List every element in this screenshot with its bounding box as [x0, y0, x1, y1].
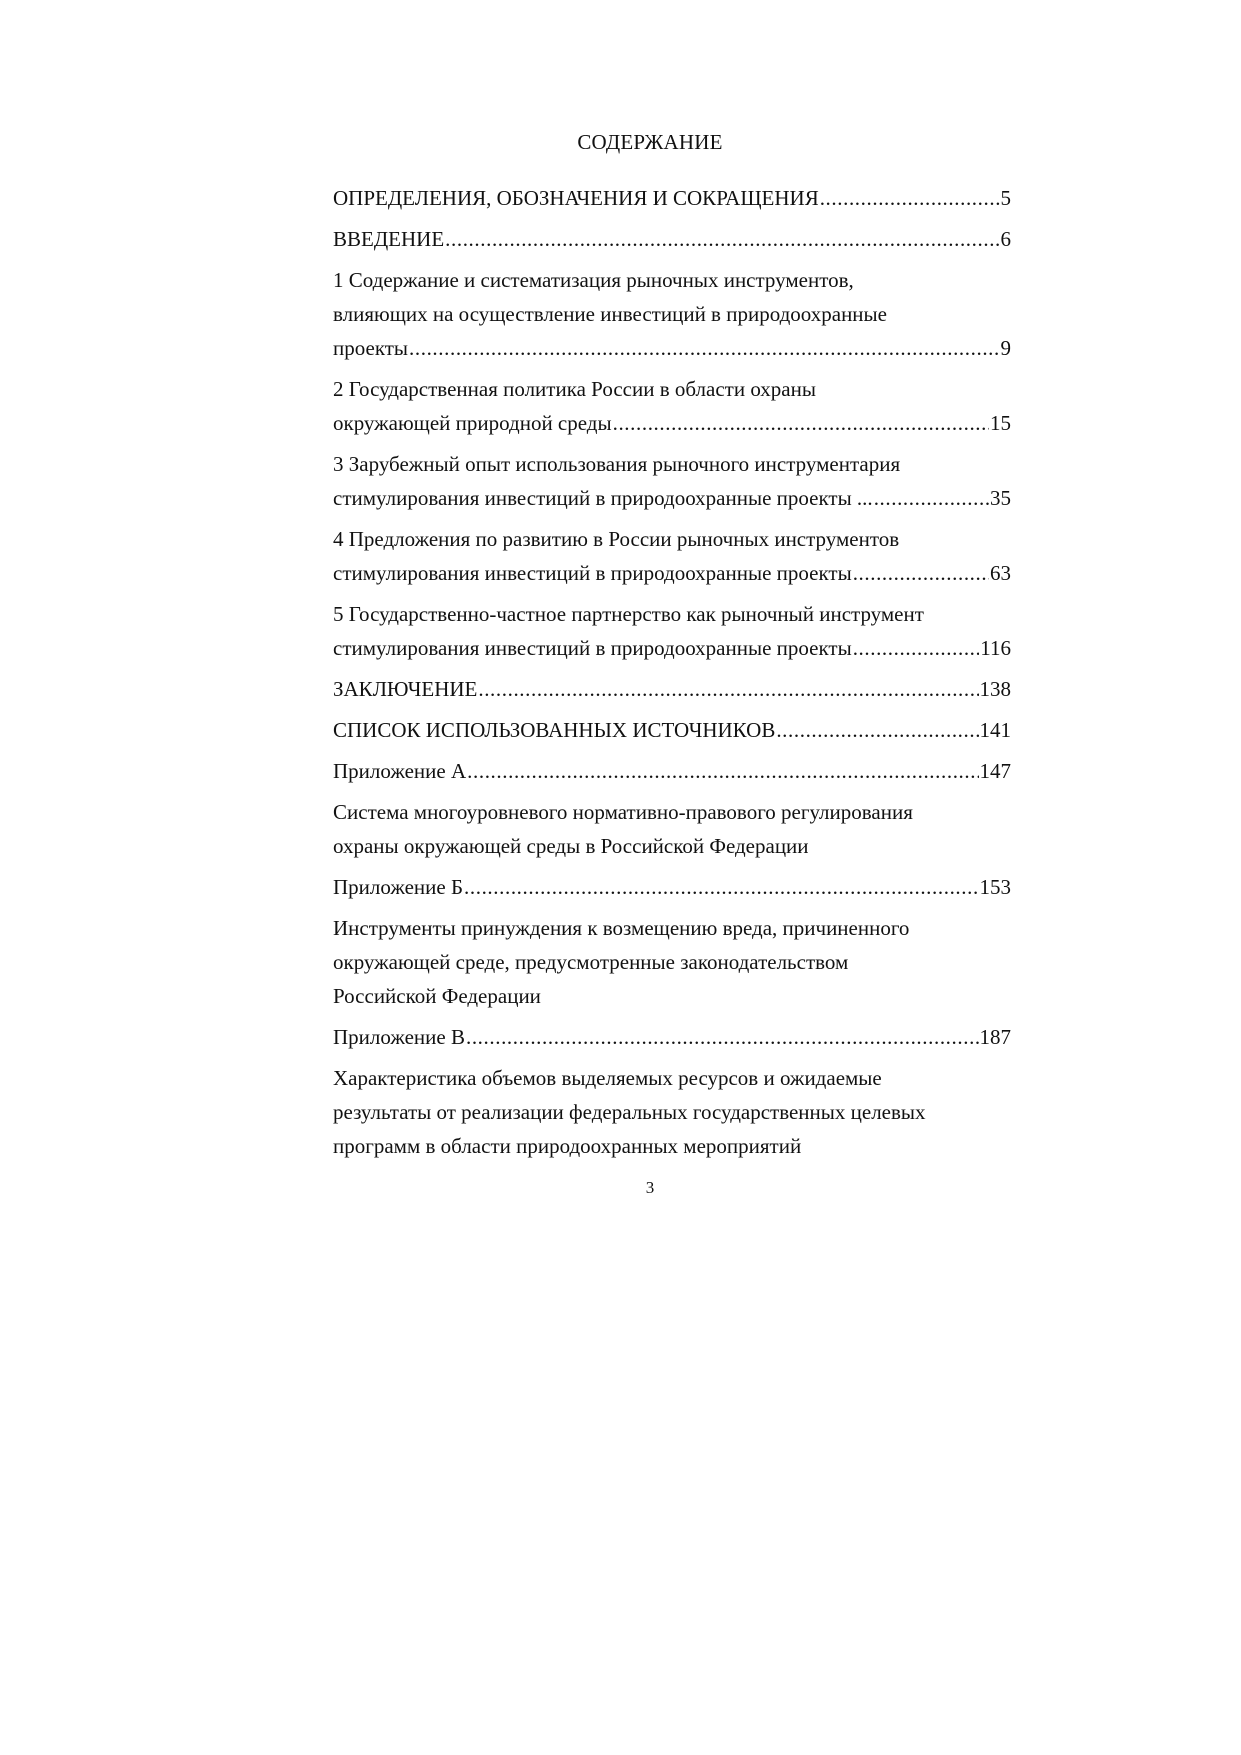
toc-entry[interactable]: [333, 447, 1011, 515]
table-of-contents: [333, 181, 1011, 1163]
toc-entry-title: Приложение В: [333, 1025, 465, 1049]
toc-entry-title: стимулирования инвестиций в природоохранные проекты ...: [333, 486, 873, 510]
toc-page-number: 63: [990, 561, 1011, 585]
dot-leader: [613, 406, 989, 440]
toc-entry-title: СПИСОК ИСПОЛЬЗОВАННЫХ ИСТОЧНИКОВ: [333, 718, 776, 742]
appendix-description-line: Характеристика объемов выделяемых ресурсов и ожидаемые: [333, 1066, 882, 1090]
toc-page-number: 187: [979, 1025, 1011, 1049]
toc-page-number: 6: [1000, 227, 1011, 251]
toc-entry-title: ОПРЕДЕЛЕНИЯ, ОБОЗНАЧЕНИЯ И СОКРАЩЕНИЯ: [333, 186, 819, 210]
toc-entry[interactable]: [333, 1020, 1011, 1163]
dot-leader: [853, 631, 980, 665]
appendix-description-line: программ в области природоохранных мероприятий: [333, 1134, 802, 1158]
appendix-description-line: результаты от реализации федеральных государственных целевых: [333, 1100, 926, 1124]
dot-leader: [445, 222, 999, 256]
toc-page-number: 15: [990, 411, 1011, 435]
toc-entry-title: окружающей природной среды: [333, 411, 612, 435]
toc-entry-title: проекты: [333, 336, 409, 360]
toc-entry-title-line: 3 Зарубежный опыт использования рыночного инструментария: [333, 452, 901, 476]
toc-entry[interactable]: [333, 181, 1011, 215]
toc-entry-title-line: 2 Государственная политика России в области охраны: [333, 377, 816, 401]
toc-page-number: 153: [979, 875, 1011, 899]
toc-entry-title-line: 5 Государственно-частное партнерство как рыночный инструмент: [333, 602, 924, 626]
appendix-description-line: охраны окружающей среды в Российской Федерации: [333, 834, 809, 858]
toc-entry[interactable]: [333, 672, 1011, 706]
toc-entry-title-line: 4 Предложения по развитию в России рыночных инструментов: [333, 527, 900, 551]
dot-leader: [820, 181, 1000, 215]
dot-leader: [467, 754, 978, 788]
toc-entry-title: ЗАКЛЮЧЕНИЕ: [333, 677, 478, 701]
page-title: СОДЕРЖАНИЕ: [577, 130, 723, 154]
dot-leader: [466, 1020, 979, 1054]
toc-entry-title: стимулирования инвестиций в природоохранные проекты: [333, 561, 852, 585]
toc-entry[interactable]: [333, 372, 1011, 440]
toc-entry[interactable]: [333, 222, 1011, 256]
toc-entry[interactable]: [333, 870, 1011, 1013]
toc-entry-title: Приложение Б: [333, 875, 464, 899]
toc-entry[interactable]: [333, 597, 1011, 665]
toc-page-number: 9: [1000, 336, 1011, 360]
toc-entry-title: ВВЕДЕНИЕ: [333, 227, 445, 251]
appendix-description: [333, 1061, 1011, 1163]
toc-entry-title-line: влияющих на осуществление инвестиций в природоохранные: [333, 302, 887, 326]
toc-page-number: 116: [980, 636, 1011, 660]
appendix-description: [333, 795, 1011, 863]
toc-page-number: 35: [990, 486, 1011, 510]
toc-entry[interactable]: [333, 263, 1011, 365]
toc-entry-title: Приложение А: [333, 759, 467, 783]
appendix-description-line: Система многоуровневого нормативно-правового регулирования: [333, 800, 913, 824]
dot-leader: [464, 870, 978, 904]
page-number: 3: [645, 1178, 655, 1197]
toc-entry[interactable]: [333, 754, 1011, 863]
dot-leader: [409, 331, 999, 365]
toc-page-number: 5: [1000, 186, 1011, 210]
dot-leader: [853, 556, 989, 590]
toc-entry[interactable]: [333, 713, 1011, 747]
dot-leader: [776, 713, 978, 747]
appendix-description-line: Российской Федерации: [333, 984, 541, 1008]
toc-page-number: 147: [979, 759, 1011, 783]
toc-page-number: 141: [979, 718, 1011, 742]
dot-leader: [478, 672, 978, 706]
appendix-description-line: Инструменты принуждения к возмещению вреда, причиненного: [333, 916, 910, 940]
toc-entry-title: стимулирования инвестиций в природоохранные проекты: [333, 636, 852, 660]
appendix-description: [333, 911, 1011, 1013]
appendix-description-line: окружающей среде, предусмотренные законодательством: [333, 950, 849, 974]
toc-page-number: 138: [979, 677, 1011, 701]
toc-entry-title-line: 1 Содержание и систематизация рыночных инструментов,: [333, 268, 854, 292]
dot-leader: [874, 481, 989, 515]
toc-entry[interactable]: [333, 522, 1011, 590]
